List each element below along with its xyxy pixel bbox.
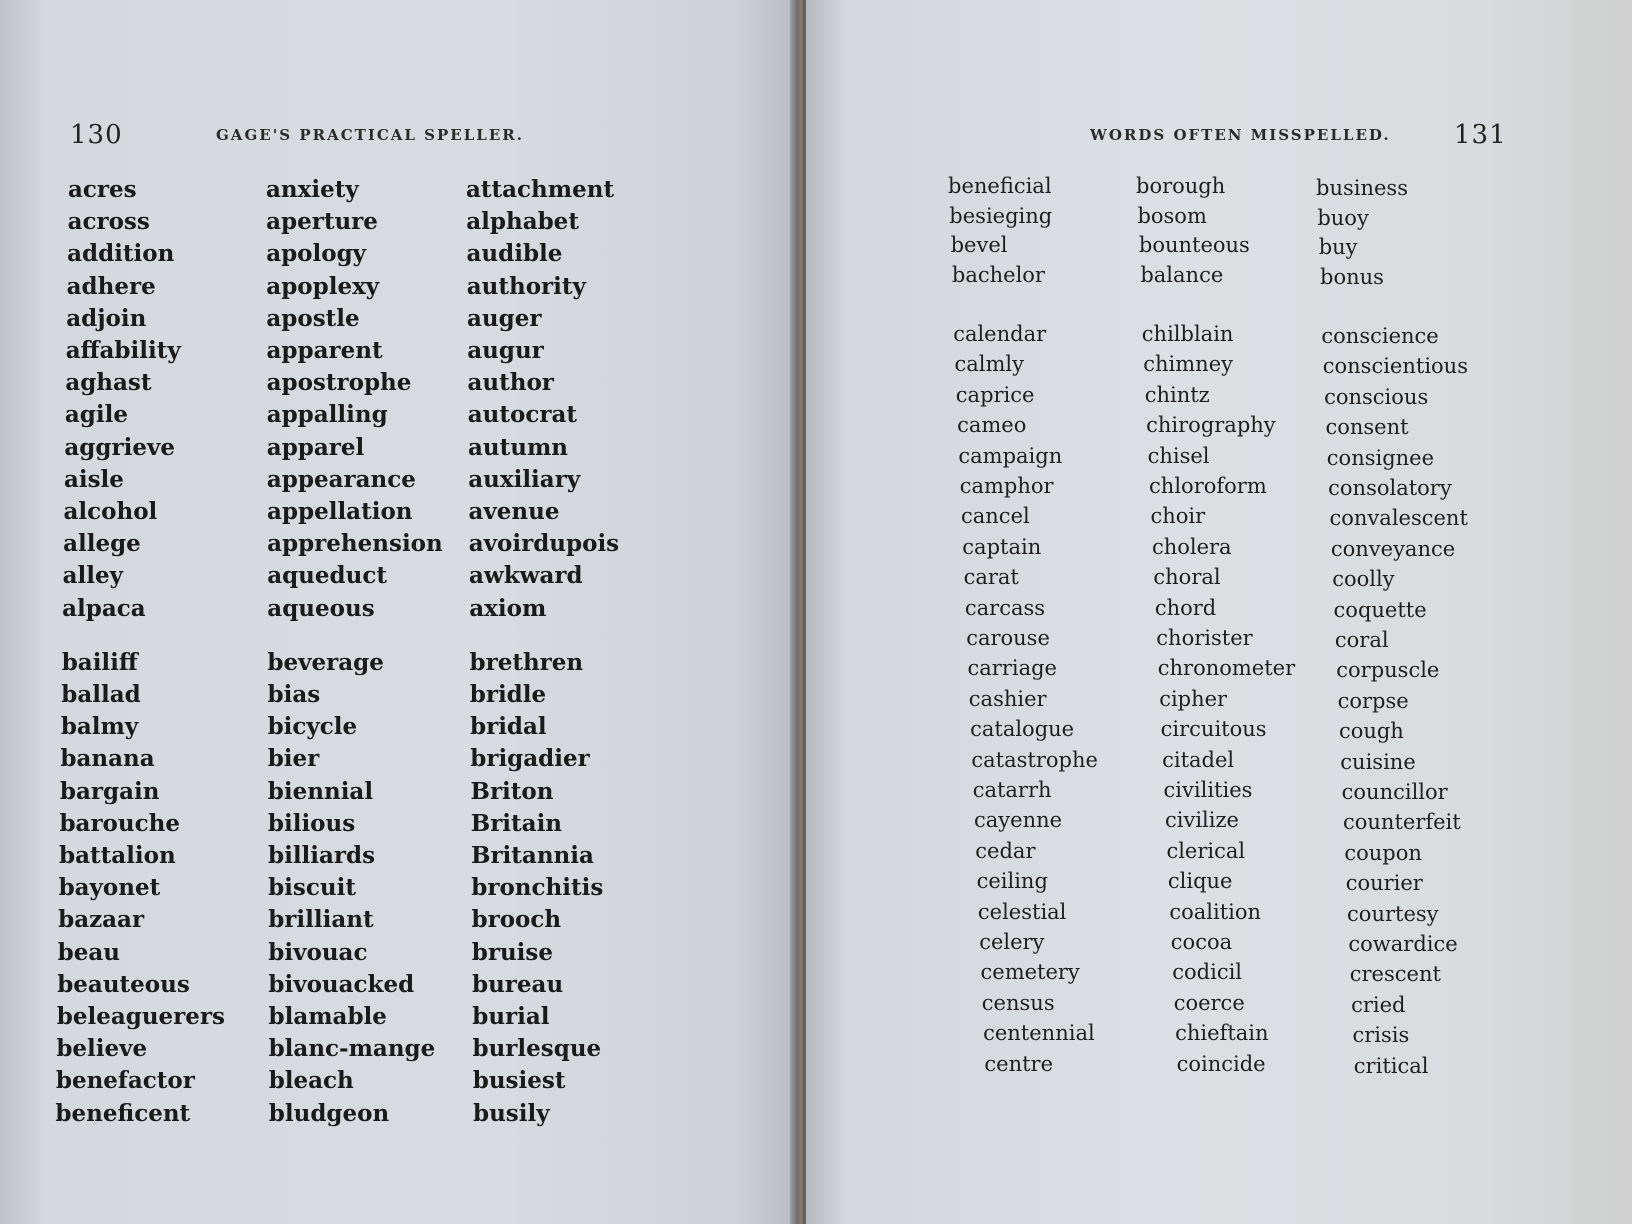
word-entry: buy — [1318, 235, 1358, 259]
word-entry: camphor — [959, 474, 1054, 498]
word-entry: alphabet — [466, 208, 579, 236]
word-entry: billiards — [268, 842, 376, 869]
word-entry: chord — [1154, 595, 1217, 620]
word-entry: agile — [64, 401, 128, 429]
word-entry: corpse — [1337, 688, 1409, 713]
word-entry: apostle — [266, 304, 360, 332]
word-entry: clique — [1167, 869, 1233, 894]
word-entry: bureau — [472, 970, 564, 998]
word-entry: cowardice — [1348, 932, 1458, 956]
word-entry: Britain — [470, 809, 563, 837]
word-entry: audible — [466, 240, 563, 268]
word-entry: banana — [60, 745, 155, 773]
word-entry: aperture — [266, 208, 378, 236]
word-entry: coincide — [1176, 1051, 1266, 1076]
word-entry: cedar — [975, 838, 1036, 863]
word-entry: adjoin — [66, 304, 147, 332]
word-entry: circuitous — [1160, 717, 1267, 742]
left-page — [0, 0, 798, 1224]
word-entry: balmy — [60, 713, 139, 741]
word-entry: cocoa — [1170, 930, 1233, 954]
word-entry: bronchitis — [471, 874, 604, 902]
word-entry: codicil — [1172, 960, 1243, 985]
word-entry: alley — [62, 562, 123, 590]
right-running-head: WORDS OFTEN MISSPELLED. — [1090, 126, 1391, 144]
word-entry: bailiff — [61, 648, 138, 676]
word-entry: census — [981, 990, 1055, 1015]
word-entry: brethren — [469, 648, 584, 676]
word-entry: bleach — [268, 1067, 354, 1095]
word-entry: blanc-mange — [268, 1035, 436, 1063]
word-entry: beau — [57, 938, 120, 966]
word-entry: choir — [1150, 504, 1206, 529]
word-entry: alcohol — [63, 498, 158, 525]
word-entry: chronometer — [1157, 656, 1296, 681]
word-entry: avenue — [468, 498, 560, 525]
word-entry: bachelor — [951, 262, 1045, 287]
word-entry: battalion — [59, 842, 176, 869]
word-entry: cholera — [1151, 534, 1232, 559]
word-entry: brooch — [471, 906, 562, 934]
word-entry: blamable — [268, 1003, 387, 1030]
word-entry: allege — [63, 530, 141, 558]
word-entry: appearance — [266, 465, 416, 493]
word-entry: civilities — [1163, 778, 1253, 802]
word-entry: anxiety — [266, 176, 359, 203]
word-entry: chirography — [1146, 413, 1276, 438]
word-entry: apparent — [266, 337, 383, 364]
word-entry: bridle — [469, 681, 547, 708]
word-entry: bicycle — [267, 713, 358, 741]
word-entry: carouse — [966, 626, 1050, 650]
word-entry: bivouac — [268, 938, 368, 966]
word-entry: campaign — [958, 443, 1063, 468]
word-entry: believe — [56, 1035, 148, 1063]
word-entry: bruise — [471, 938, 553, 966]
word-entry: ballad — [61, 681, 141, 708]
word-entry: counterfeit — [1343, 810, 1461, 835]
word-entry: bivouacked — [268, 970, 415, 998]
word-entry: Britannia — [471, 842, 594, 869]
word-entry: augur — [467, 337, 544, 364]
word-entry: bludgeon — [268, 1099, 390, 1127]
word-entry: autocrat — [467, 401, 577, 429]
word-entry: author — [467, 369, 554, 397]
word-entry: calendar — [953, 322, 1047, 346]
word-entry: coquette — [1333, 597, 1427, 622]
word-entry: consent — [1325, 415, 1409, 440]
word-entry: bilious — [267, 809, 356, 837]
word-entry: carcass — [964, 595, 1046, 620]
word-entry: clerical — [1166, 838, 1246, 863]
word-entry: citadel — [1162, 747, 1235, 772]
word-entry: aqueous — [267, 594, 375, 622]
word-entry: Briton — [470, 777, 554, 805]
word-entry: auxiliary — [468, 465, 581, 493]
word-entry: crescent — [1349, 962, 1441, 987]
word-entry: civilize — [1165, 808, 1239, 833]
word-entry: celery — [979, 930, 1045, 954]
word-entry: chloroform — [1149, 474, 1267, 498]
word-entry: burlesque — [472, 1035, 602, 1063]
word-entry: bonus — [1320, 264, 1384, 289]
word-entry: coolly — [1332, 567, 1395, 592]
word-entry: auger — [467, 304, 542, 332]
word-entry: buoy — [1317, 205, 1369, 230]
word-entry: beauteous — [57, 970, 190, 998]
word-entry: catastrophe — [971, 747, 1098, 772]
word-entry: awkward — [469, 562, 583, 590]
word-entry: axiom — [469, 594, 547, 622]
word-entry: celestial — [977, 899, 1067, 924]
word-entry: cipher — [1159, 686, 1228, 711]
word-entry: bevel — [950, 233, 1008, 257]
word-entry: courtesy — [1347, 901, 1439, 926]
word-entry: apology — [266, 240, 367, 268]
word-entry: coral — [1334, 628, 1389, 652]
word-entry: aggrieve — [64, 433, 175, 461]
right-page — [806, 0, 1632, 1224]
word-entry: chisel — [1147, 443, 1210, 468]
word-entry: cancel — [961, 504, 1030, 529]
word-entry: apostrophe — [266, 369, 412, 397]
word-entry: carriage — [967, 656, 1057, 681]
word-entry: biennial — [267, 777, 374, 805]
word-entry: apprehension — [267, 530, 443, 558]
word-entry: catarrh — [972, 778, 1052, 802]
word-entry: bounteous — [1138, 233, 1250, 257]
word-entry: aghast — [65, 369, 152, 397]
word-entry: captain — [962, 534, 1042, 559]
word-entry: burial — [472, 1003, 550, 1030]
word-entry: centennial — [983, 1021, 1095, 1046]
word-entry: aqueduct — [267, 562, 387, 590]
word-entry: calmly — [954, 352, 1024, 377]
word-entry: beneficial — [948, 174, 1052, 198]
word-entry: brigadier — [470, 745, 590, 773]
word-entry: chintz — [1144, 382, 1210, 407]
word-entry: balance — [1140, 262, 1224, 287]
word-entry: corpuscle — [1336, 658, 1440, 683]
word-entry: catalogue — [970, 717, 1075, 742]
word-entry: bias — [267, 681, 321, 708]
word-entry: bosom — [1137, 203, 1207, 228]
word-entry: bier — [267, 745, 320, 773]
word-entry: consolatory — [1328, 476, 1452, 500]
word-entry: conveyance — [1330, 536, 1456, 561]
word-entry: chimney — [1143, 352, 1233, 377]
word-entry: autumn — [468, 433, 569, 461]
word-entry: bayonet — [58, 874, 161, 902]
word-entry: coerce — [1173, 990, 1245, 1015]
word-entry: brilliant — [268, 906, 374, 934]
word-entry: busiest — [472, 1067, 566, 1095]
word-entry: biscuit — [268, 874, 356, 902]
word-entry: affability — [65, 337, 181, 364]
word-entry: bridal — [470, 713, 547, 741]
word-entry: apoplexy — [266, 272, 380, 300]
word-entry: cuisine — [1340, 749, 1416, 774]
word-entry: cayenne — [974, 808, 1063, 833]
word-entry: cemetery — [980, 960, 1080, 985]
word-entry: critical — [1353, 1053, 1429, 1078]
word-entry: cough — [1338, 719, 1404, 744]
word-entry: caprice — [955, 382, 1035, 407]
word-entry: beleaguerers — [56, 1003, 225, 1030]
word-entry: borough — [1136, 174, 1226, 198]
word-entry: conscious — [1324, 384, 1429, 409]
word-entry: conscience — [1321, 324, 1439, 348]
word-entry: chorister — [1156, 626, 1253, 650]
word-entry: besieging — [949, 203, 1053, 228]
word-entry: addition — [67, 240, 175, 268]
word-entry: beneficent — [55, 1099, 191, 1127]
word-entry: courier — [1345, 871, 1423, 896]
word-entry: alpaca — [62, 594, 146, 622]
word-entry: busily — [473, 1099, 550, 1127]
word-entry: appalling — [266, 401, 388, 429]
word-entry: beverage — [267, 648, 384, 676]
left-page-number: 130 — [70, 120, 123, 150]
word-entry: attachment — [466, 176, 615, 203]
word-entry: aisle — [63, 465, 124, 493]
word-entry: consignee — [1326, 445, 1435, 470]
word-entry: across — [67, 208, 150, 236]
word-entry: bargain — [59, 777, 160, 805]
word-entry: crisis — [1352, 1023, 1410, 1048]
word-entry: acres — [68, 176, 137, 203]
word-entry: adhere — [66, 272, 156, 300]
word-entry: carat — [963, 565, 1019, 590]
word-entry: authority — [466, 272, 586, 300]
word-entry: benefactor — [55, 1067, 195, 1095]
word-entry: avoirdupois — [468, 530, 620, 558]
word-entry: centre — [984, 1051, 1054, 1076]
word-entry: barouche — [59, 809, 180, 837]
word-entry: coalition — [1169, 899, 1262, 924]
right-page-number: 131 — [1454, 120, 1507, 150]
word-entry: bazaar — [58, 906, 145, 934]
word-entry: appellation — [267, 498, 413, 525]
word-entry: conscientious — [1322, 354, 1468, 379]
word-entry: coupon — [1344, 840, 1422, 865]
word-entry: cameo — [957, 413, 1027, 438]
word-entry: business — [1316, 176, 1408, 200]
word-entry: cried — [1351, 992, 1406, 1017]
word-entry: councillor — [1341, 780, 1448, 804]
word-entry: cashier — [968, 686, 1047, 711]
word-entry: apparel — [266, 433, 365, 461]
word-entry: chilblain — [1141, 322, 1234, 346]
word-entry: chieftain — [1175, 1021, 1269, 1046]
word-entry: convalescent — [1329, 506, 1468, 531]
word-entry: ceiling — [976, 869, 1048, 894]
left-running-head: GAGE'S PRACTICAL SPELLER. — [216, 126, 524, 144]
word-entry: choral — [1153, 565, 1221, 590]
